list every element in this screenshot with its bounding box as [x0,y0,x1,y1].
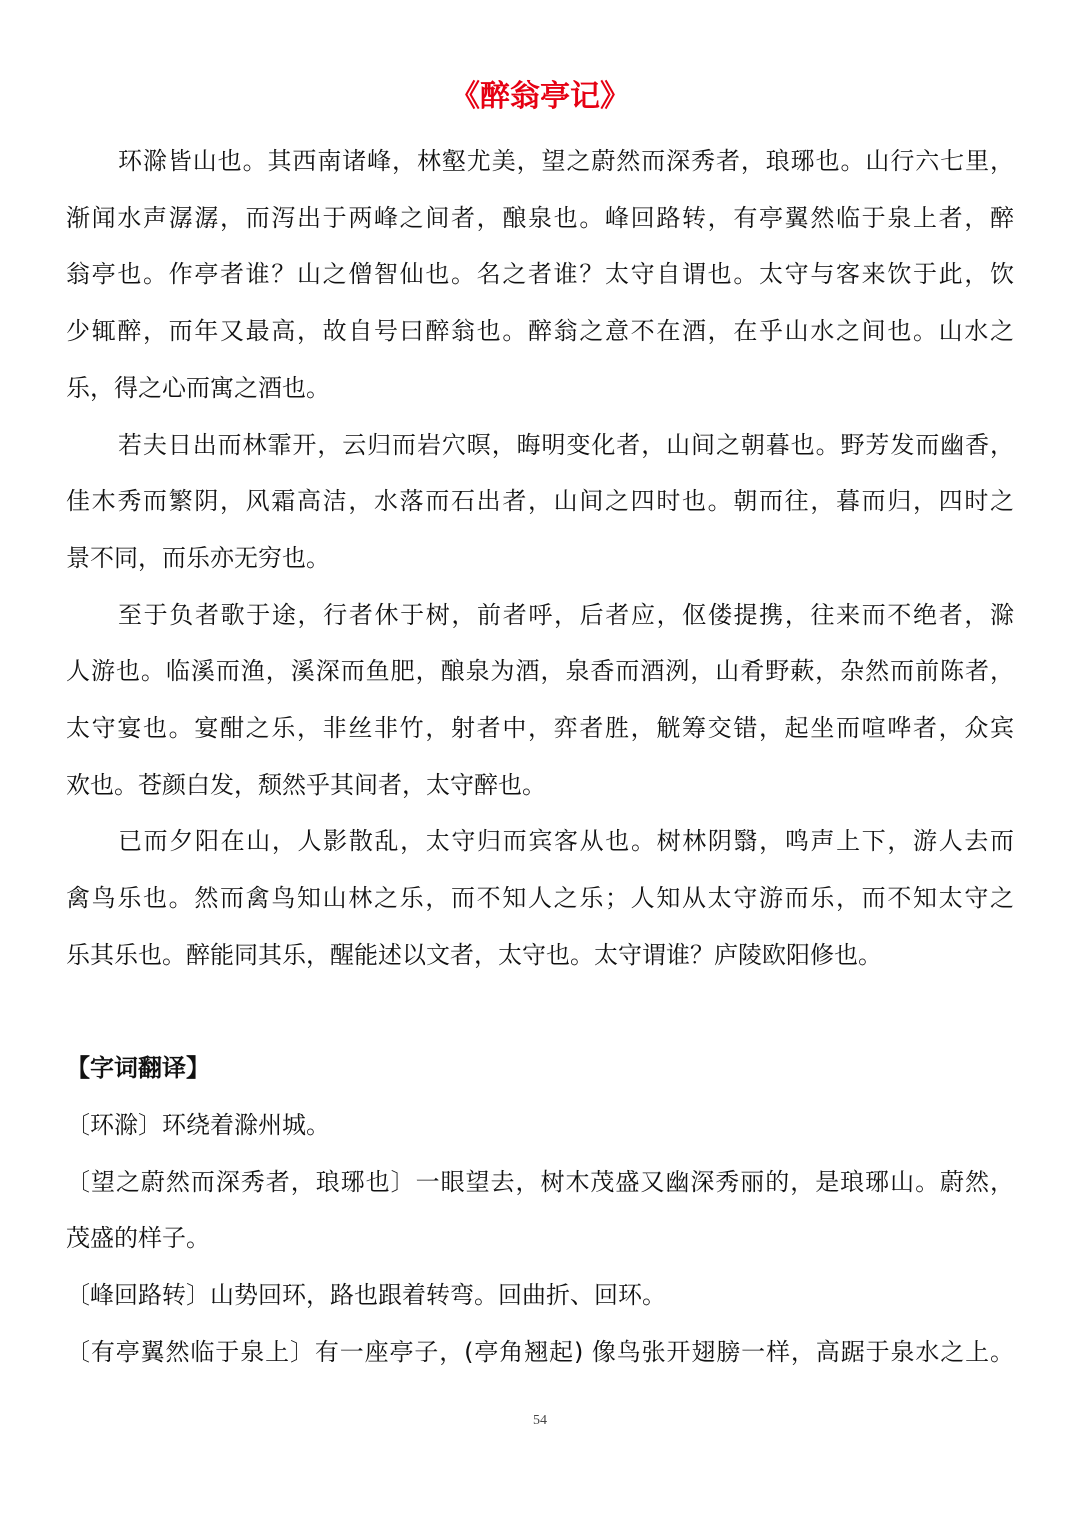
page-number: 54 [533,1413,547,1428]
document-title: 《醉翁亭记》 [450,79,630,114]
glossary-entry [66,1267,1014,1324]
glossary-entry [66,1324,1014,1381]
glossary-line [66,1267,1014,1324]
glossary-definition: 茂盛的样子。 [66,1224,210,1253]
vocabulary-section [66,1040,1014,1380]
text-line: 翁亭也。作亭者谁？山之僧智仙也。名之者谁？太守自谓也。太守与客来饮于此，饮 [66,260,1014,289]
text-line: 佳木秀而繁阴，风霜高洁，水落而石出者，山间之四时也。朝而往，暮而归，四时之 [66,487,1014,516]
glossary-entry [66,1154,1014,1267]
glossary-definition: 山势回环，路也跟着转弯。回曲折、回环。 [210,1281,666,1310]
text-line: 渐闻水声潺潺，而泻出于两峰之间者，酿泉也。峰回路转，有亭翼然临于泉上者，醉 [66,203,1014,232]
paragraph-2 [66,417,1014,587]
section-heading: 【字词翻译】 [66,1054,210,1083]
glossary-term: 〔有亭翼然临于泉上〕 [66,1337,315,1366]
glossary-line [66,1154,1014,1211]
glossary-definition: 有一座亭子，(亭角翘起) 像鸟张开翅膀一样，高踞于泉水之上。 [314,1337,1015,1366]
text-line: 至于负者歌于途，行者休于树，前者呼，后者应，伛偻提携，往来而不绝者，滁 [118,600,1014,629]
text-line: 若夫日出而林霏开，云归而岩穴暝，晦明变化者，山间之朝暮也。野芳发而幽香， [118,430,1014,459]
text-line: 欢也。苍颜白发，颓然乎其间者，太守醉也。 [66,770,546,799]
paragraph-3 [66,587,1014,814]
glossary-definition: 一眼望去，树木茂盛又幽深秀丽的，是琅琊山。蔚然， [415,1167,1015,1196]
glossary-term: 〔环滁〕 [66,1110,162,1139]
glossary-entry [66,1097,1014,1154]
glossary-line [66,1324,1014,1381]
text-line: 少辄醉，而年又最高，故自号曰醉翁也。醉翁之意不在酒，在乎山水之间也。山水之 [66,317,1014,346]
paragraph-4 [66,813,1014,983]
text-line: 太守宴也。宴酣之乐，非丝非竹，射者中，弈者胜，觥筹交错，起坐而喧哗者，众宾 [66,714,1014,743]
essay-body [66,133,1014,1380]
paragraph-1 [66,133,1014,417]
text-line: 环滁皆山也。其西南诸峰，林壑尤美，望之蔚然而深秀者，琅琊也。山行六七里， [118,147,1014,175]
text-line: 已而夕阳在山，人影散乱，太守归而宾客从也。树林阴翳，鸣声上下，游人去而 [118,827,1014,856]
text-line: 人游也。临溪而渔，溪深而鱼肥，酿泉为酒，泉香而酒洌，山肴野蔌，杂然而前陈者， [66,657,1014,686]
text-line: 乐，得之心而寓之酒也。 [66,373,330,402]
glossary-definition: 环绕着滁州城。 [162,1110,330,1139]
text-line: 乐其乐也。醉能同其乐，醒能述以文者，太守也。太守谓谁？庐陵欧阳修也。 [66,940,882,969]
glossary-line [66,1210,1014,1267]
text-line: 禽鸟乐也。然而禽鸟知山林之乐，而不知人之乐；人知从太守游而乐，而不知太守之 [66,884,1014,913]
text-line: 景不同，而乐亦无穷也。 [66,543,330,572]
glossary-line [66,1097,1014,1154]
glossary-term: 〔望之蔚然而深秀者，琅琊也〕 [66,1167,416,1196]
glossary-term: 〔峰回路转〕 [66,1281,210,1310]
